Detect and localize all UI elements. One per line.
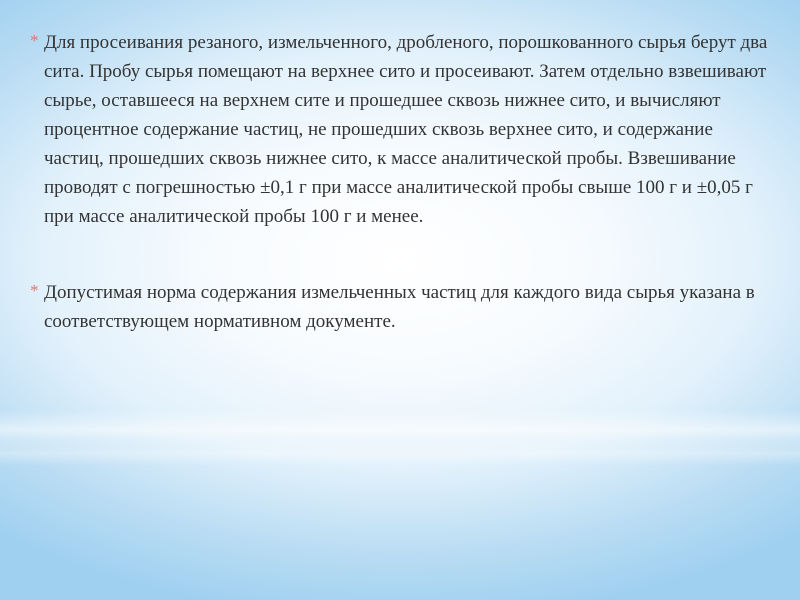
slide-body — [30, 28, 770, 336]
bullet-paragraph-norm — [30, 278, 770, 336]
bullet-paragraph-sieving — [30, 28, 770, 231]
background-glow-band-secondary — [0, 440, 800, 466]
paragraph-text: Допустимая норма содержания измельченных частиц для каждого вида сырья указана в соответствующем нормативном документе. — [44, 282, 755, 332]
bullet-asterisk-icon: * — [30, 281, 39, 300]
bullet-asterisk-icon: * — [30, 31, 39, 50]
paragraph-text: Для просеивания резаного, измельченного, дробленого, порошкованного сырья берут два сита. Пробу сырья помещают на верхнее сито и просеивают. Затем отдельно взвешивают сырье, оставшееся на верхнем сите и прошедшее сквозь нижнее сито, и вычисляют процентное содержание частиц, не прошедших сквозь верхнее сито, и содержание частиц, прошедших сквозь нижнее сито, к массе аналитической пробы. Взвешивание проводят с погрешностью ±0,1 г при массе аналитической пробы свыше 100 г и ±0,05 г при массе аналитической пробы 100 г и менее. — [44, 32, 768, 227]
